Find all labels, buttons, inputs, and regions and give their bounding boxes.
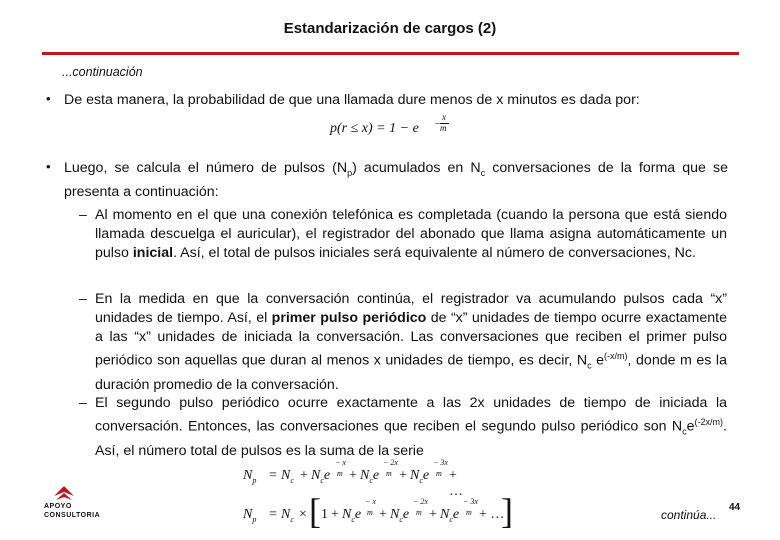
f3-mult: × [299,507,307,522]
f3-plus: + [379,507,387,522]
sub2-sub-c: c [587,360,592,371]
sub3-text-a: El segundo pulso periódico ocurre exactamente a las 2x unidades de tiempo de iniciada la conversación. Entonces, las conversaciones que reciben el segundo pulso periódico son N [95,395,727,435]
sub3-sub-c: c [682,426,687,437]
subparagraph-second-periodic-pulse [95,394,727,461]
f3-plus: + [429,507,437,522]
bullet-icon: • [46,159,51,174]
sub2-text-d: , donde m es la duración promedio de la conversación. [95,352,727,393]
f3-nc: $N_c$ [281,507,294,524]
f2-plus: + [349,468,357,483]
f2-eq: = [269,468,277,483]
f3-term1: $N_ce$ [342,507,362,524]
f3-term3: $N_ce$ [440,507,460,524]
factored-series-formula [243,493,523,535]
f2-exp2: − 2x [383,458,398,467]
dash-icon: – [79,290,87,306]
sub3-text-c: . Así, el número total de pulsos es la suma de la serie [95,418,727,459]
sub2-text-a: En la medida en que la conversación continúa, el registrador va acumulando pulsos cada “x” unidades de tiempo. Así, el [95,291,727,326]
sub3-text-b: e [686,418,695,435]
bullet-icon: • [46,91,51,106]
f3-exp3-den: m [466,508,472,517]
sub2-bold: primer pulso periódico [271,310,427,326]
paragraph-probability: De esta manera, la probabilidad de que una llamada dure menos de x minutos es dada por: [64,92,640,108]
formula-exp-den: m [440,123,447,133]
sub1-text-b: . Así, el total de pulsos iniciales será equivalente al número de conversaciones, Nc. [173,245,696,261]
sub1-text-a: Al momento en el que una conexión telefónica es completada (cuando la persona que está siendo llamada descuelga el auricular), el registrador del abonado que llama asigna automáticamente un pulso [95,207,727,261]
formula-exp-num: x [442,112,446,122]
formula-exp-sign: − [434,119,441,130]
f3-exp1: − x [365,497,376,506]
f3-bracket-right: ] [501,491,513,531]
series-formula [243,458,473,499]
sub3-sup: (-2x/m) [694,417,724,427]
f3-eq: = [269,507,277,522]
f3-exp3: − 3x [463,497,478,506]
dash-icon: – [79,206,87,222]
f2-exp1-den: m [337,469,343,478]
f2-term4: $N_ce$ [410,468,430,485]
continues-note: continúa... [661,508,717,522]
para2-sub-p: p [347,167,353,178]
formula-lhs: p(r ≤ x) = 1 − e [330,121,419,136]
title-divider [42,52,739,55]
f3-tail: + … [479,507,505,522]
f3-term2: $N_ce$ [390,507,410,524]
paragraph-pulse-count [64,159,728,202]
subparagraph-first-periodic-pulse [95,290,727,395]
page-number: 44 [729,502,741,513]
f2-exp2-den: m [386,469,392,478]
f2-np: $N_p$ [243,468,257,485]
probability-formula [330,112,450,146]
slide-title: Estandarización de cargos (2) [283,20,497,37]
f2-plus: + [399,468,407,483]
continuation-note: ...continuación [62,65,143,79]
f3-exp1-den: m [367,508,373,517]
f2-tail: + … [449,468,463,499]
f2-exp3: − 3x [433,458,448,467]
f2-term1: $N_c$ [281,468,294,485]
f3-bracket-left: [ [309,491,321,531]
para2-text-b: ) acumulados en N [352,160,481,176]
f3-np: $N_p$ [243,507,257,524]
subparagraph-initial-pulse [95,206,727,263]
para2-text-c: conversaciones de la forma que se presenta a continuación: [64,160,729,200]
sub1-bold: inicial [132,245,174,261]
logo-text-consultoria: CONSULTORIA [44,512,101,519]
dash-icon: – [79,394,87,410]
f3-one: 1 [321,507,328,522]
f2-term3: $N_ce$ [360,468,380,485]
f3-plus: + [331,507,339,522]
f2-term2: $N_ce$ [311,468,331,485]
f2-exp3-den: m [436,469,442,478]
f3-exp2: − 2x [413,497,428,506]
para2-text-a: Luego, se calcula el número de pulsos (N [64,160,348,176]
para2-sub-c: c [480,167,486,178]
f3-exp2-den: m [416,508,422,517]
f2-plus: + [300,468,308,483]
sub2-text-b: de “x” unidades de tiempo ocurre exactamente a las “x” unidades de iniciada la conversación. Las conversaciones que reciben el primer pulso periódico son aquellas que duran al menos x unidades de tiempo, es decir, N [95,310,727,369]
apoyo-logo-icon [44,484,106,504]
sub2-sup: (-x/m) [604,351,628,361]
logo-text-apoyo: APOYO [44,503,72,510]
f2-exp1: − x [335,458,346,467]
sub2-text-c: e [591,352,605,369]
